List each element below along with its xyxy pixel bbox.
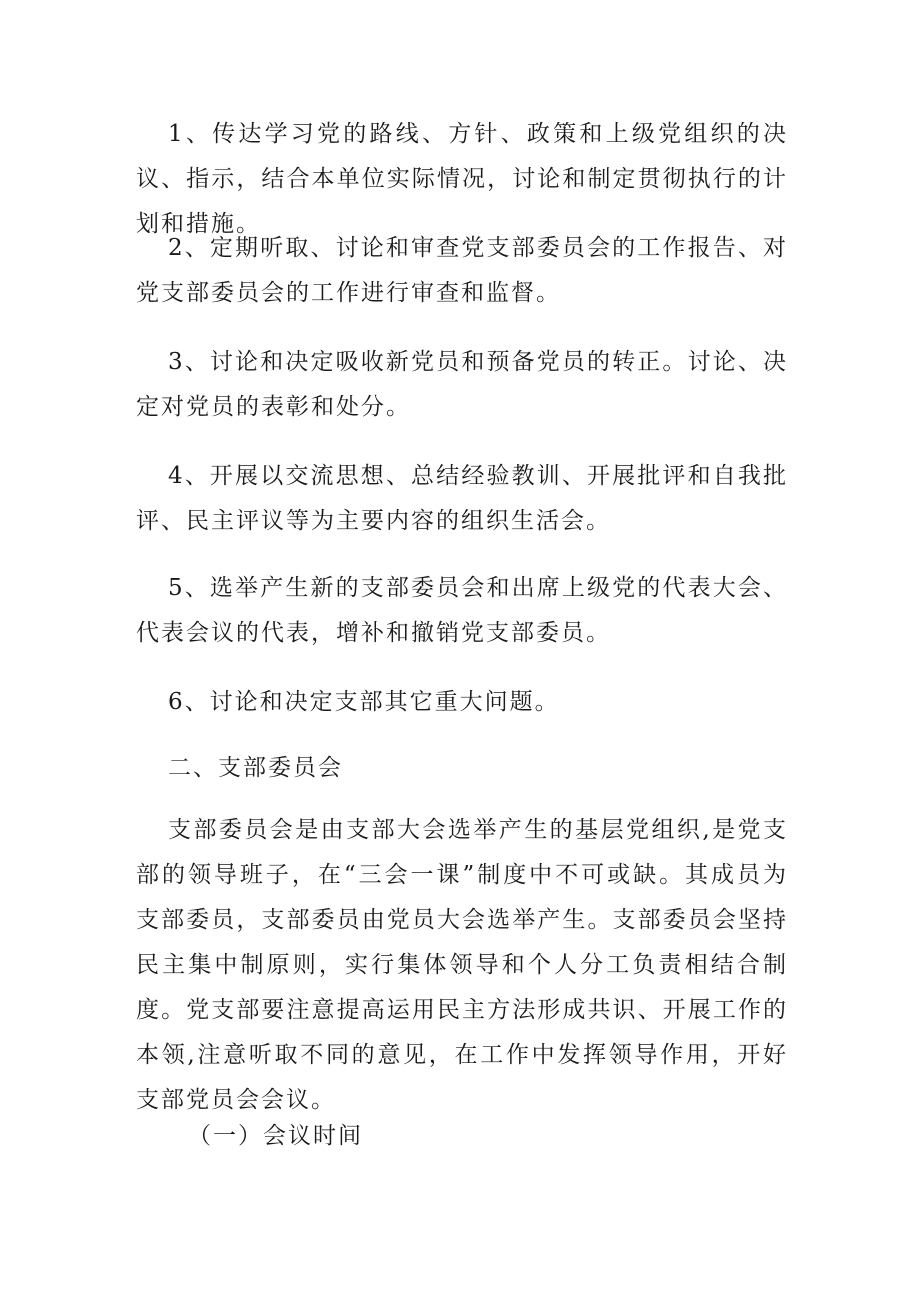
list-item: 6、讨论和决定支部其它重大问题。	[168, 689, 560, 715]
list-item: 1、传达学习党的路线、方针、政策和上级党组织的决议、指示，结合本单位实际情况，讨论和制定贯彻执行的计划和措施。	[136, 121, 788, 237]
section-heading: 二、支部委员会	[168, 755, 343, 781]
subsection-heading: （一）会议时间	[188, 1123, 363, 1149]
list-item: 4、开展以交流思想、总结经验教训、开展批评和自我批评、民主评议等为主要内容的组织生活会。	[136, 463, 788, 534]
list-item: 5、选举产生新的支部委员会和出席上级党的代表大会、代表会议的代表，增补和撤销党支部委员。	[136, 575, 788, 646]
list-item: 2、定期听取、讨论和审查党支部委员会的工作报告、对党支部委员会的工作进行审查和监督。	[136, 235, 788, 306]
list-item: 3、讨论和决定吸收新党员和预备党员的转正。讨论、决定对党员的表彰和处分。	[136, 349, 788, 420]
section-body: 支部委员会是由支部大会选举产生的基层党组织,是党支部的领导班子，在“三会一课”制度中不可或缺。其成员为支部委员，支部委员由党员大会选举产生。支部委员会坚持民主集中制原则，实行集体领导和个人分工负责相结合制度。党支部要注意提高运用民主方法形成共识、开展工作的本领,注意听取不同的意见，在工作中发挥领导作用，开好支部党员会会议。	[136, 817, 788, 1113]
